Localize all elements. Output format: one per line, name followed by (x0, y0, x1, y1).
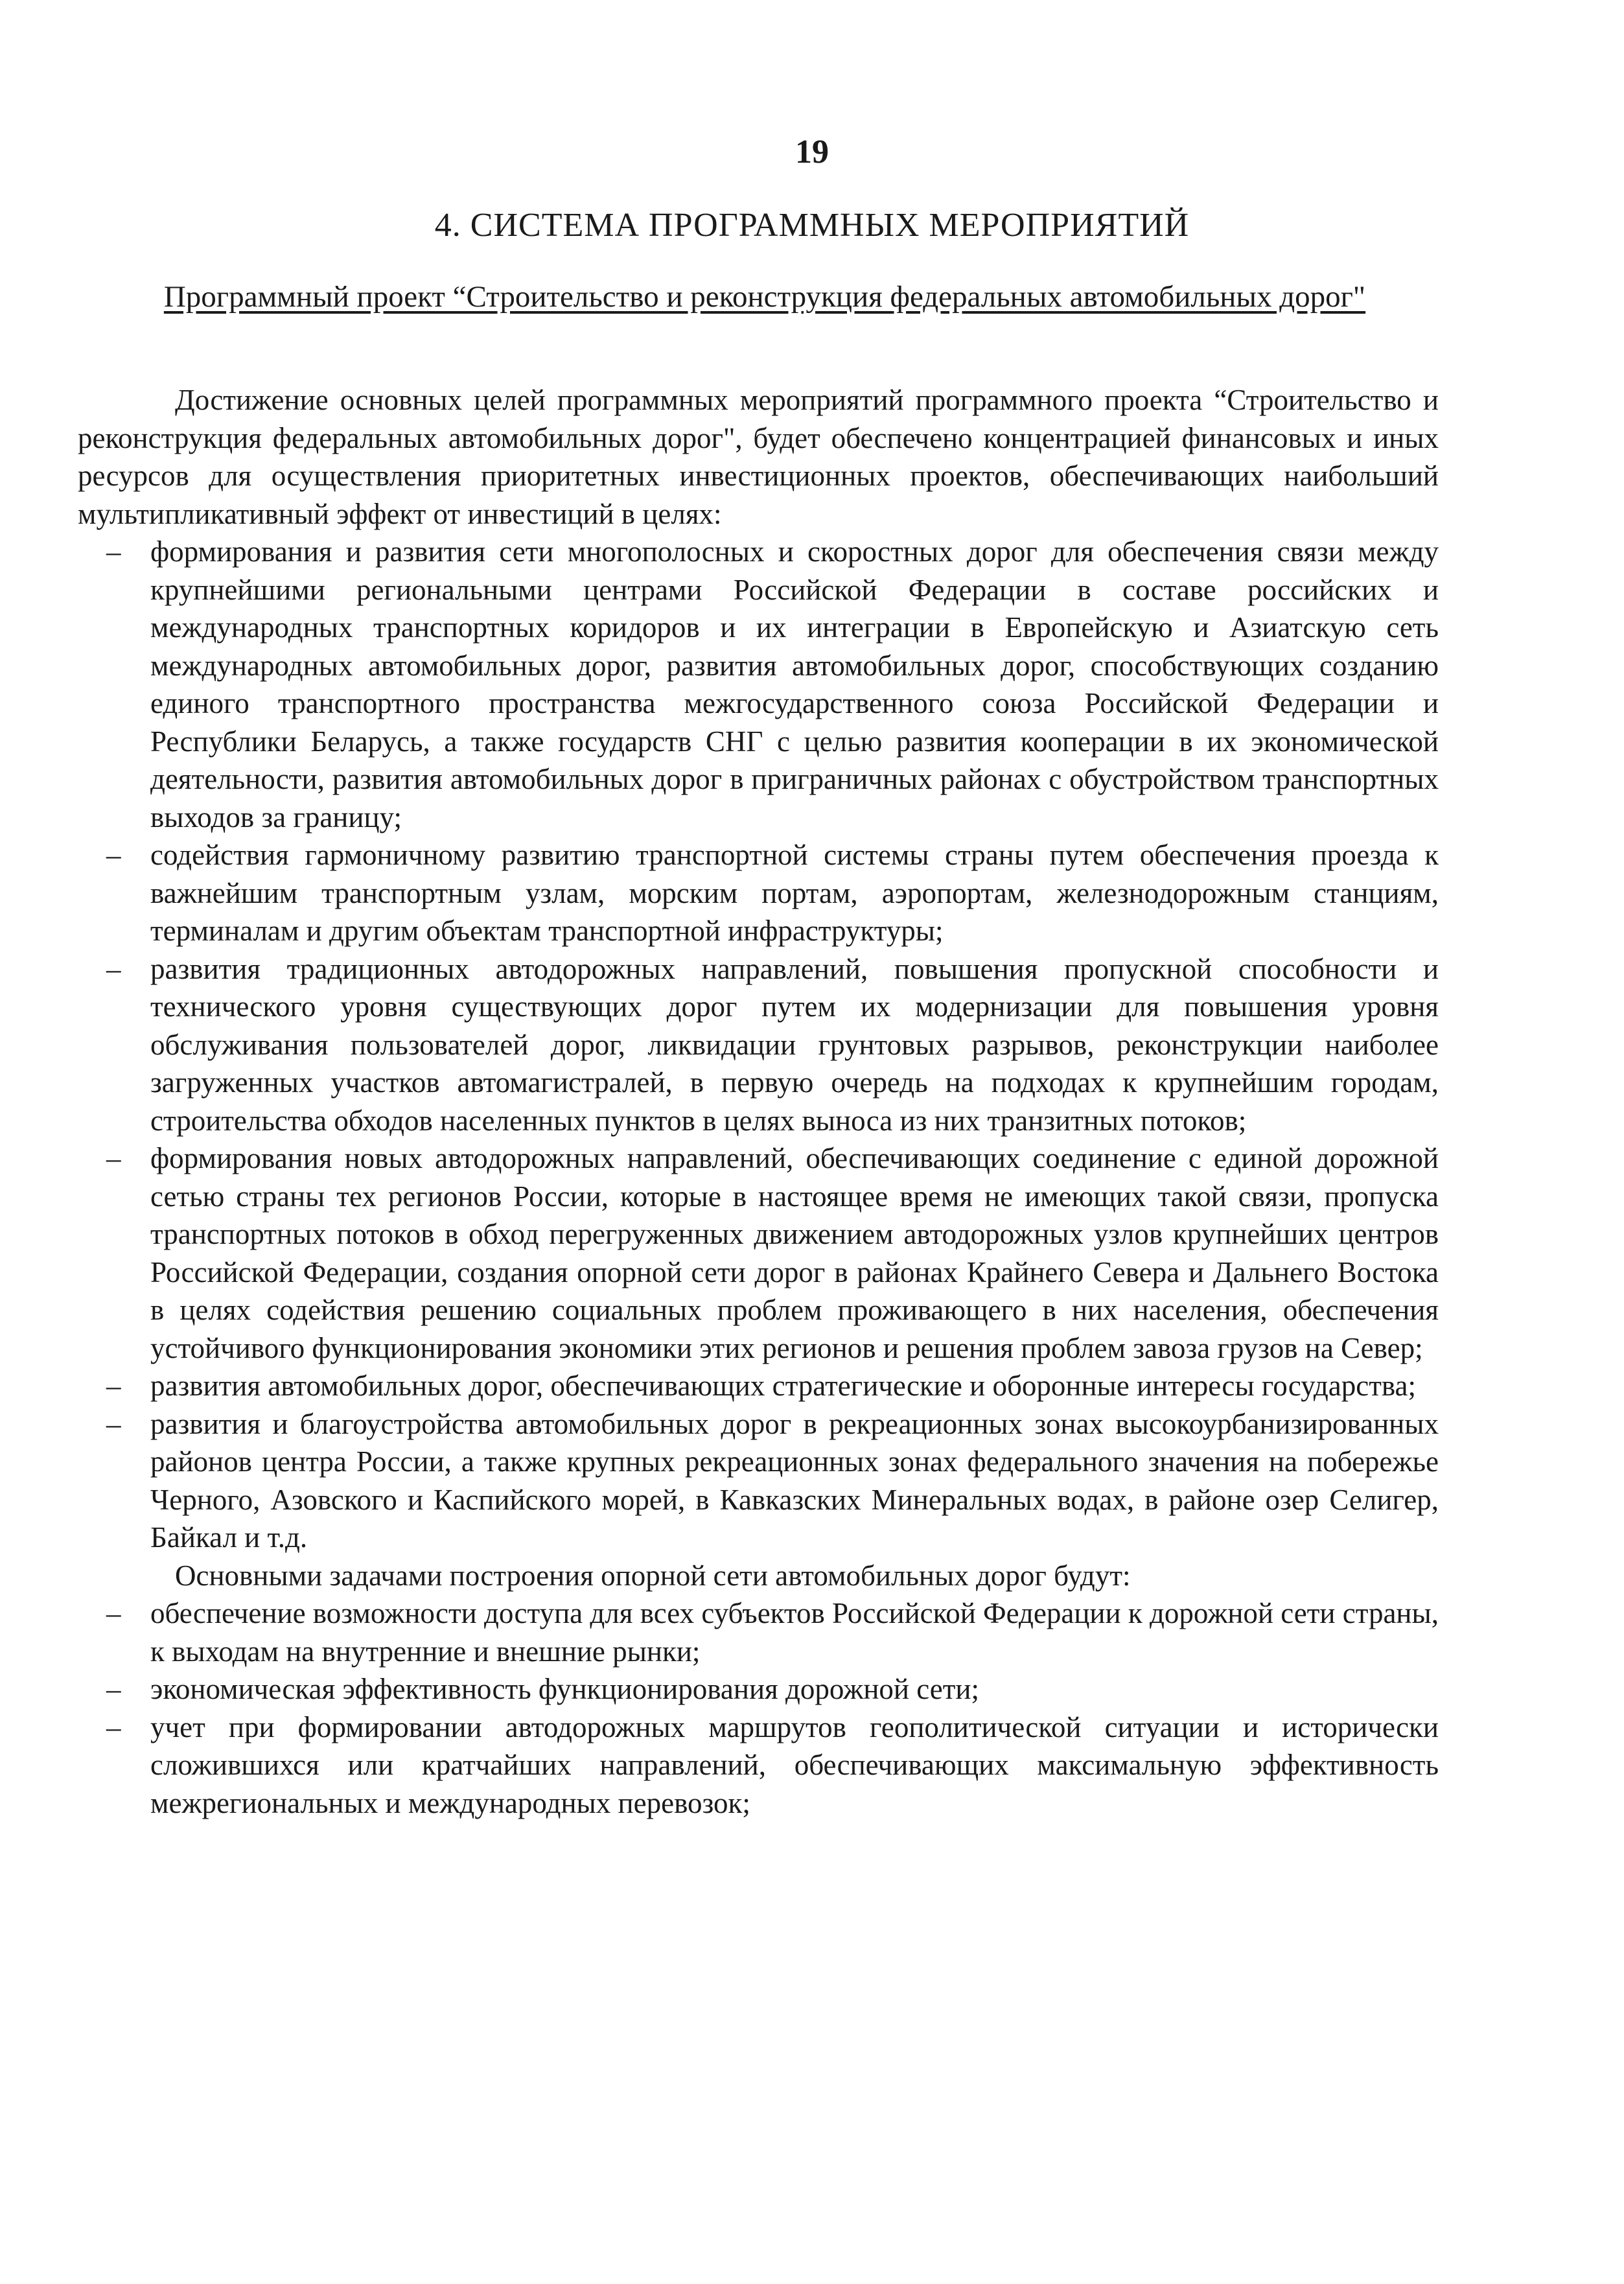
task-item (78, 1594, 1439, 1670)
goal-text: развития традиционных автодорожных направлений, повышения пропускной способности и технического уровня существующих дорог путем их модернизации для повышения уровня обслуживания пользователей дорог, ликвидации грунтовых разрывов, реконструкции наиболее загруженных участков автомагистралей, в первую очередь на подходах к крупнейшим городам, строительства обходов населенных пунктов в целях выноса из них транзитных потоков; (150, 952, 1439, 1137)
dash-bullet: – (106, 1710, 121, 1743)
tasks-intro-paragraph: Основными задачами построения опорной сети автомобильных дорог будут: (175, 1559, 1131, 1592)
dash-bullet: – (106, 1597, 121, 1629)
goal-item (78, 533, 1439, 836)
goal-text: развития автомобильных дорог, обеспечивающих стратегические и оборонные интересы государства; (150, 1369, 1416, 1402)
task-item (78, 1708, 1439, 1823)
task-text: обеспечение возможности доступа для всех субъектов Российской Федерации к дорожной сети страны, к выходам на внутренние и внешние рынки; (150, 1597, 1439, 1668)
goal-item (78, 1139, 1439, 1367)
goal-item (78, 1405, 1439, 1557)
dash-bullet: – (106, 1142, 121, 1174)
project-title: Программный проект “Строительство и реконструкция федеральных автомобильных дорог" (163, 280, 1366, 314)
section-title: 4. СИСТЕМА ПРОГРАММНЫХ МЕРОПРИЯТИЙ (434, 207, 1190, 244)
dash-bullet: – (106, 839, 121, 871)
goal-item (78, 836, 1439, 950)
dash-bullet: – (106, 1673, 121, 1705)
dash-bullet: – (106, 535, 121, 568)
dash-bullet: – (106, 1407, 121, 1440)
intro-paragraph: Достижение основных целей программных мероприятий программного проекта “Строительство и реконструкция федеральных автомобильных дорог", будет обеспечено концентрацией финансовых и иных ресурсов для осуществления приоритетных инвестиционных проектов, обеспечивающих наибольший мультипликативный эффект от инвестиций в целях: (78, 384, 1439, 530)
goal-text: содействия гармоничному развитию транспортной системы страны путем обеспечения проезда к важнейшим транспортным узлам, морским портам, аэропортам, железнодорожным станциям, терминалам и другим объектам транспортной инфраструктуры; (150, 839, 1439, 947)
task-text: учет при формировании автодорожных маршрутов геополитической ситуации и исторически сложившихся или кратчайших направлений, обеспечивающих максимальную эффективность межрегиональных и международных перевозок; (150, 1710, 1439, 1819)
dash-bullet: – (106, 1369, 121, 1402)
page-number: 19 (795, 134, 829, 170)
body-text (78, 381, 1439, 1822)
task-text: экономическая эффективность функционирования дорожной сети; (150, 1673, 980, 1705)
dash-bullet: – (106, 952, 121, 985)
tasks-list (78, 1594, 1439, 1822)
goal-item (78, 1367, 1439, 1405)
goal-text: развития и благоустройства автомобильных дорог в рекреационных зонах высокоурбанизированных районов центра России, а также крупных рекреационных зонах федерального значения на побережье Черного, Азовского и Каспийского морей, в Кавказских Минеральных водах, в районе озер Селигер, Байкал и т.д. (150, 1407, 1439, 1554)
goals-list (78, 533, 1439, 1557)
goal-text: формирования и развития сети многополосных и скоростных дорог для обеспечения связи между крупнейшими региональными центрами Российской Федерации в составе российских и международных транспортных коридоров и их интеграции в Европейскую и Азиатскую сеть международных автомобильных дорог, развития автомобильных дорог, способствующих созданию единого транспортного пространства межгосударственного союза Российской Федерации и Республики Беларусь, а также государств СНГ с целью развития кооперации в их экономической деятельности, развития автомобильных дорог в приграничных районах с обустройством транспортных выходов за границу; (150, 535, 1439, 833)
goal-text: формирования новых автодорожных направлений, обеспечивающих соединение с единой дорожной сетью страны тех регионов России, которые в настоящее время не имеющих такой связи, пропуска транспортных потоков в обход перегруженных движением автодорожных узлов крупнейших центров Российской Федерации, создания опорной сети дорог в районах Крайнего Севера и Дальнего Востока в целях содействия решению социальных проблем проживающего в них населения, обеспечения устойчивого функционирования экономики этих регионов и решения проблем завоза грузов на Север; (150, 1142, 1439, 1364)
goal-item (78, 950, 1439, 1140)
task-item (78, 1670, 1439, 1708)
